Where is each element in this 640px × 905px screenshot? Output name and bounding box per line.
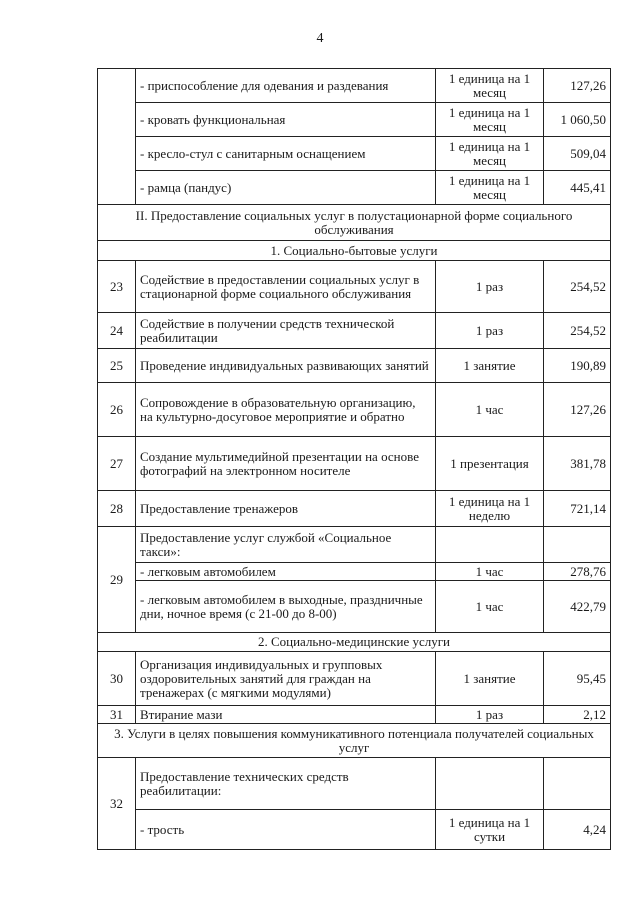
unit-cell: 1 единица на 1 месяц [436, 171, 544, 205]
price-cell: 381,78 [544, 437, 611, 491]
price-cell: 95,45 [544, 652, 611, 706]
service-name-cell: Предоставление технических средств реабилитации: [136, 758, 436, 810]
price-cell: 127,26 [544, 383, 611, 437]
row-number-cell: 30 [98, 652, 136, 706]
service-name-cell: - приспособление для одевания и раздевания [136, 69, 436, 103]
section-heading-row [98, 205, 611, 241]
service-name-cell: - рамца (пандус) [136, 171, 436, 205]
subsection-heading-row [98, 241, 611, 261]
table-row [98, 758, 611, 810]
service-name-cell: Содействие в получении средств технической реабилитации [136, 313, 436, 349]
subsection-heading-row [98, 724, 611, 758]
service-name-cell: Предоставление услуг службой «Социальное такси»: [136, 527, 436, 563]
table-row [98, 313, 611, 349]
section-title: II. Предоставление социальных услуг в полустационарной форме социального обслуживания [98, 205, 611, 241]
unit-cell: 1 раз [436, 261, 544, 313]
price-cell: 4,24 [544, 810, 611, 850]
row-number-cell: 28 [98, 491, 136, 527]
table-row [98, 706, 611, 724]
row-number-cell: 25 [98, 349, 136, 383]
subsection-title: 2. Социально-медицинские услуги [98, 633, 611, 652]
unit-cell: 1 час [436, 383, 544, 437]
table-row [98, 491, 611, 527]
price-cell: 190,89 [544, 349, 611, 383]
row-number-cell: 26 [98, 383, 136, 437]
unit-cell [436, 527, 544, 563]
row-number-cell: 24 [98, 313, 136, 349]
row-number-cell: 31 [98, 706, 136, 724]
table-row [98, 261, 611, 313]
service-name-cell: - трость [136, 810, 436, 850]
subsection-title: 3. Услуги в целях повышения коммуникативного потенциала получателей социальных услуг [98, 724, 611, 758]
table-row [98, 581, 611, 633]
table-row [98, 810, 611, 850]
price-cell [544, 758, 611, 810]
price-cell: 2,12 [544, 706, 611, 724]
price-cell: 422,79 [544, 581, 611, 633]
row-number-cell: 32 [98, 758, 136, 850]
service-name-cell: Предоставление тренажеров [136, 491, 436, 527]
table-row [98, 69, 611, 103]
unit-cell: 1 час [436, 581, 544, 633]
table-row [98, 349, 611, 383]
price-cell [544, 527, 611, 563]
service-name-cell: Содействие в предоставлении социальных услуг в стационарной форме социального обслуживания [136, 261, 436, 313]
unit-cell: 1 занятие [436, 349, 544, 383]
service-name-cell: Организация индивидуальных и групповых оздоровительных занятий для граждан на тренажерах (с мягкими модулями) [136, 652, 436, 706]
unit-cell: 1 единица на 1 неделю [436, 491, 544, 527]
price-cell: 278,76 [544, 563, 611, 581]
row-number-cell: 27 [98, 437, 136, 491]
page-number: 4 [316, 31, 324, 46]
table-row [98, 652, 611, 706]
price-cell: 509,04 [544, 137, 611, 171]
tariff-table [97, 68, 611, 850]
table-row [98, 437, 611, 491]
row-number-cell: 23 [98, 261, 136, 313]
unit-cell: 1 час [436, 563, 544, 581]
service-name-cell: - легковым автомобилем [136, 563, 436, 581]
service-name-cell: - кровать функциональная [136, 103, 436, 137]
price-cell: 445,41 [544, 171, 611, 205]
subsection-title: 1. Социально-бытовые услуги [98, 241, 611, 261]
unit-cell: 1 занятие [436, 652, 544, 706]
table-row [98, 171, 611, 205]
row-number-cell: 29 [98, 527, 136, 633]
unit-cell: 1 презентация [436, 437, 544, 491]
row-number-cell [98, 69, 136, 205]
table-row [98, 383, 611, 437]
price-cell: 721,14 [544, 491, 611, 527]
unit-cell: 1 единица на 1 месяц [436, 103, 544, 137]
unit-cell: 1 единица на 1 месяц [436, 69, 544, 103]
service-name-cell: Проведение индивидуальных развивающих занятий [136, 349, 436, 383]
subsection-heading-row [98, 633, 611, 652]
service-name-cell: Создание мультимедийной презентации на основе фотографий на электронном носителе [136, 437, 436, 491]
service-name-cell: Втирание мази [136, 706, 436, 724]
unit-cell: 1 раз [436, 706, 544, 724]
table-row [98, 527, 611, 563]
table-row [98, 103, 611, 137]
price-cell: 127,26 [544, 69, 611, 103]
table-row [98, 563, 611, 581]
table-row [98, 137, 611, 171]
unit-cell: 1 единица на 1 месяц [436, 137, 544, 171]
service-name-cell: - легковым автомобилем в выходные, праздничные дни, ночное время (с 21-00 до 8-00) [136, 581, 436, 633]
service-name-cell: Сопровождение в образовательную организацию, на культурно-досуговое мероприятие и обратно [136, 383, 436, 437]
unit-cell: 1 единица на 1 сутки [436, 810, 544, 850]
unit-cell: 1 раз [436, 313, 544, 349]
unit-cell [436, 758, 544, 810]
price-cell: 1 060,50 [544, 103, 611, 137]
price-cell: 254,52 [544, 313, 611, 349]
service-name-cell: - кресло-стул с санитарным оснащением [136, 137, 436, 171]
price-cell: 254,52 [544, 261, 611, 313]
